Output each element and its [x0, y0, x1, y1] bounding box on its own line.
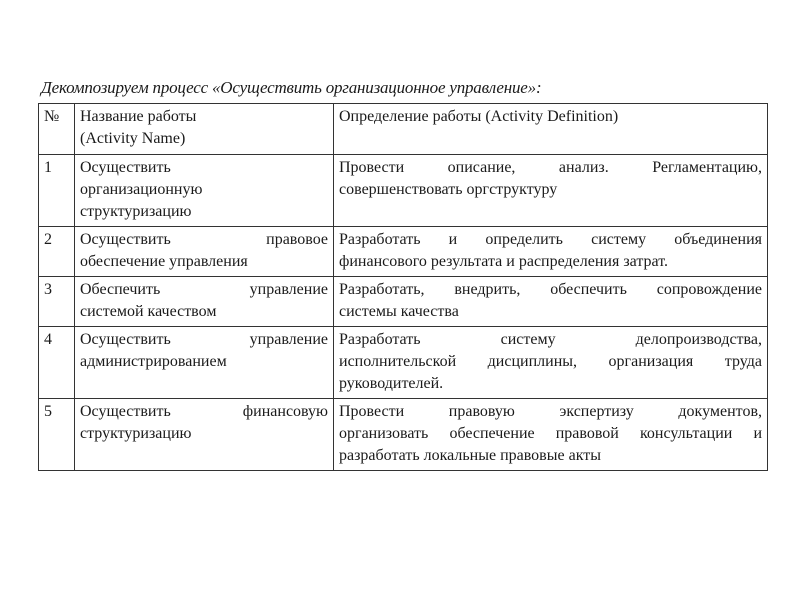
row-activity-definition [334, 155, 768, 227]
definition-line: руководителей. [339, 375, 444, 392]
table-header-row [39, 104, 768, 155]
definition-line: Разработать систему делопроизводства, [339, 331, 762, 348]
row-activity-name [75, 327, 334, 399]
row-activity-name [75, 399, 334, 471]
row-activity-name [75, 227, 334, 277]
name-line: обеспечение управления [80, 253, 248, 270]
name-line: администрированием [80, 353, 227, 370]
header-activity-name [75, 104, 334, 155]
row-activity-definition [334, 399, 768, 471]
definition-line: системы качества [339, 303, 459, 320]
activity-table [38, 103, 768, 471]
definition-line: исполнительской дисциплины, организация труда [339, 353, 762, 370]
row-number: 5 [39, 399, 75, 471]
row-activity-name [75, 277, 334, 327]
table-row [39, 327, 768, 399]
table-row [39, 277, 768, 327]
name-line: Осуществить управление [80, 331, 328, 348]
definition-line: Разработать, внедрить, обеспечить сопровождение [339, 281, 762, 298]
row-number: 3 [39, 277, 75, 327]
name-line: системой качеством [80, 303, 217, 320]
definition-line: Провести описание, анализ. Регламентацию, [339, 159, 762, 176]
row-activity-definition [334, 277, 768, 327]
row-number: 2 [39, 227, 75, 277]
definition-line: Разработать и определить систему объединения [339, 231, 762, 248]
name-line: структуризацию [80, 203, 192, 220]
name-line: структуризацию [80, 425, 192, 442]
table-row [39, 399, 768, 471]
header-number: № [39, 104, 75, 155]
name-line: организационную [80, 181, 203, 198]
definition-line: организовать обеспечение правовой консультации и [339, 425, 762, 442]
definition-line: совершенствовать оргструктуру [339, 181, 558, 198]
row-activity-name [75, 155, 334, 227]
name-line: Осуществить финансовую [80, 403, 328, 420]
header-activity-definition: Определение работы (Activity Definition) [334, 104, 768, 155]
table-row [39, 155, 768, 227]
definition-line: разработать локальные правовые акты [339, 447, 601, 464]
header-activity-name-line1: Название работы [80, 108, 197, 125]
table-row [39, 227, 768, 277]
row-activity-definition [334, 227, 768, 277]
definition-line: Провести правовую экспертизу документов, [339, 403, 762, 420]
name-line: Обеспечить управление [80, 281, 328, 298]
slide-heading: Декомпозируем процесс «Осуществить организационное управление»: [41, 78, 542, 97]
definition-line: финансового результата и распределения затрат. [339, 253, 668, 270]
row-number: 4 [39, 327, 75, 399]
row-number: 1 [39, 155, 75, 227]
name-line: Осуществить правовое [80, 231, 328, 248]
name-line: Осуществить [80, 159, 171, 176]
row-activity-definition [334, 327, 768, 399]
header-activity-name-line2: (Activity Name) [80, 130, 186, 147]
